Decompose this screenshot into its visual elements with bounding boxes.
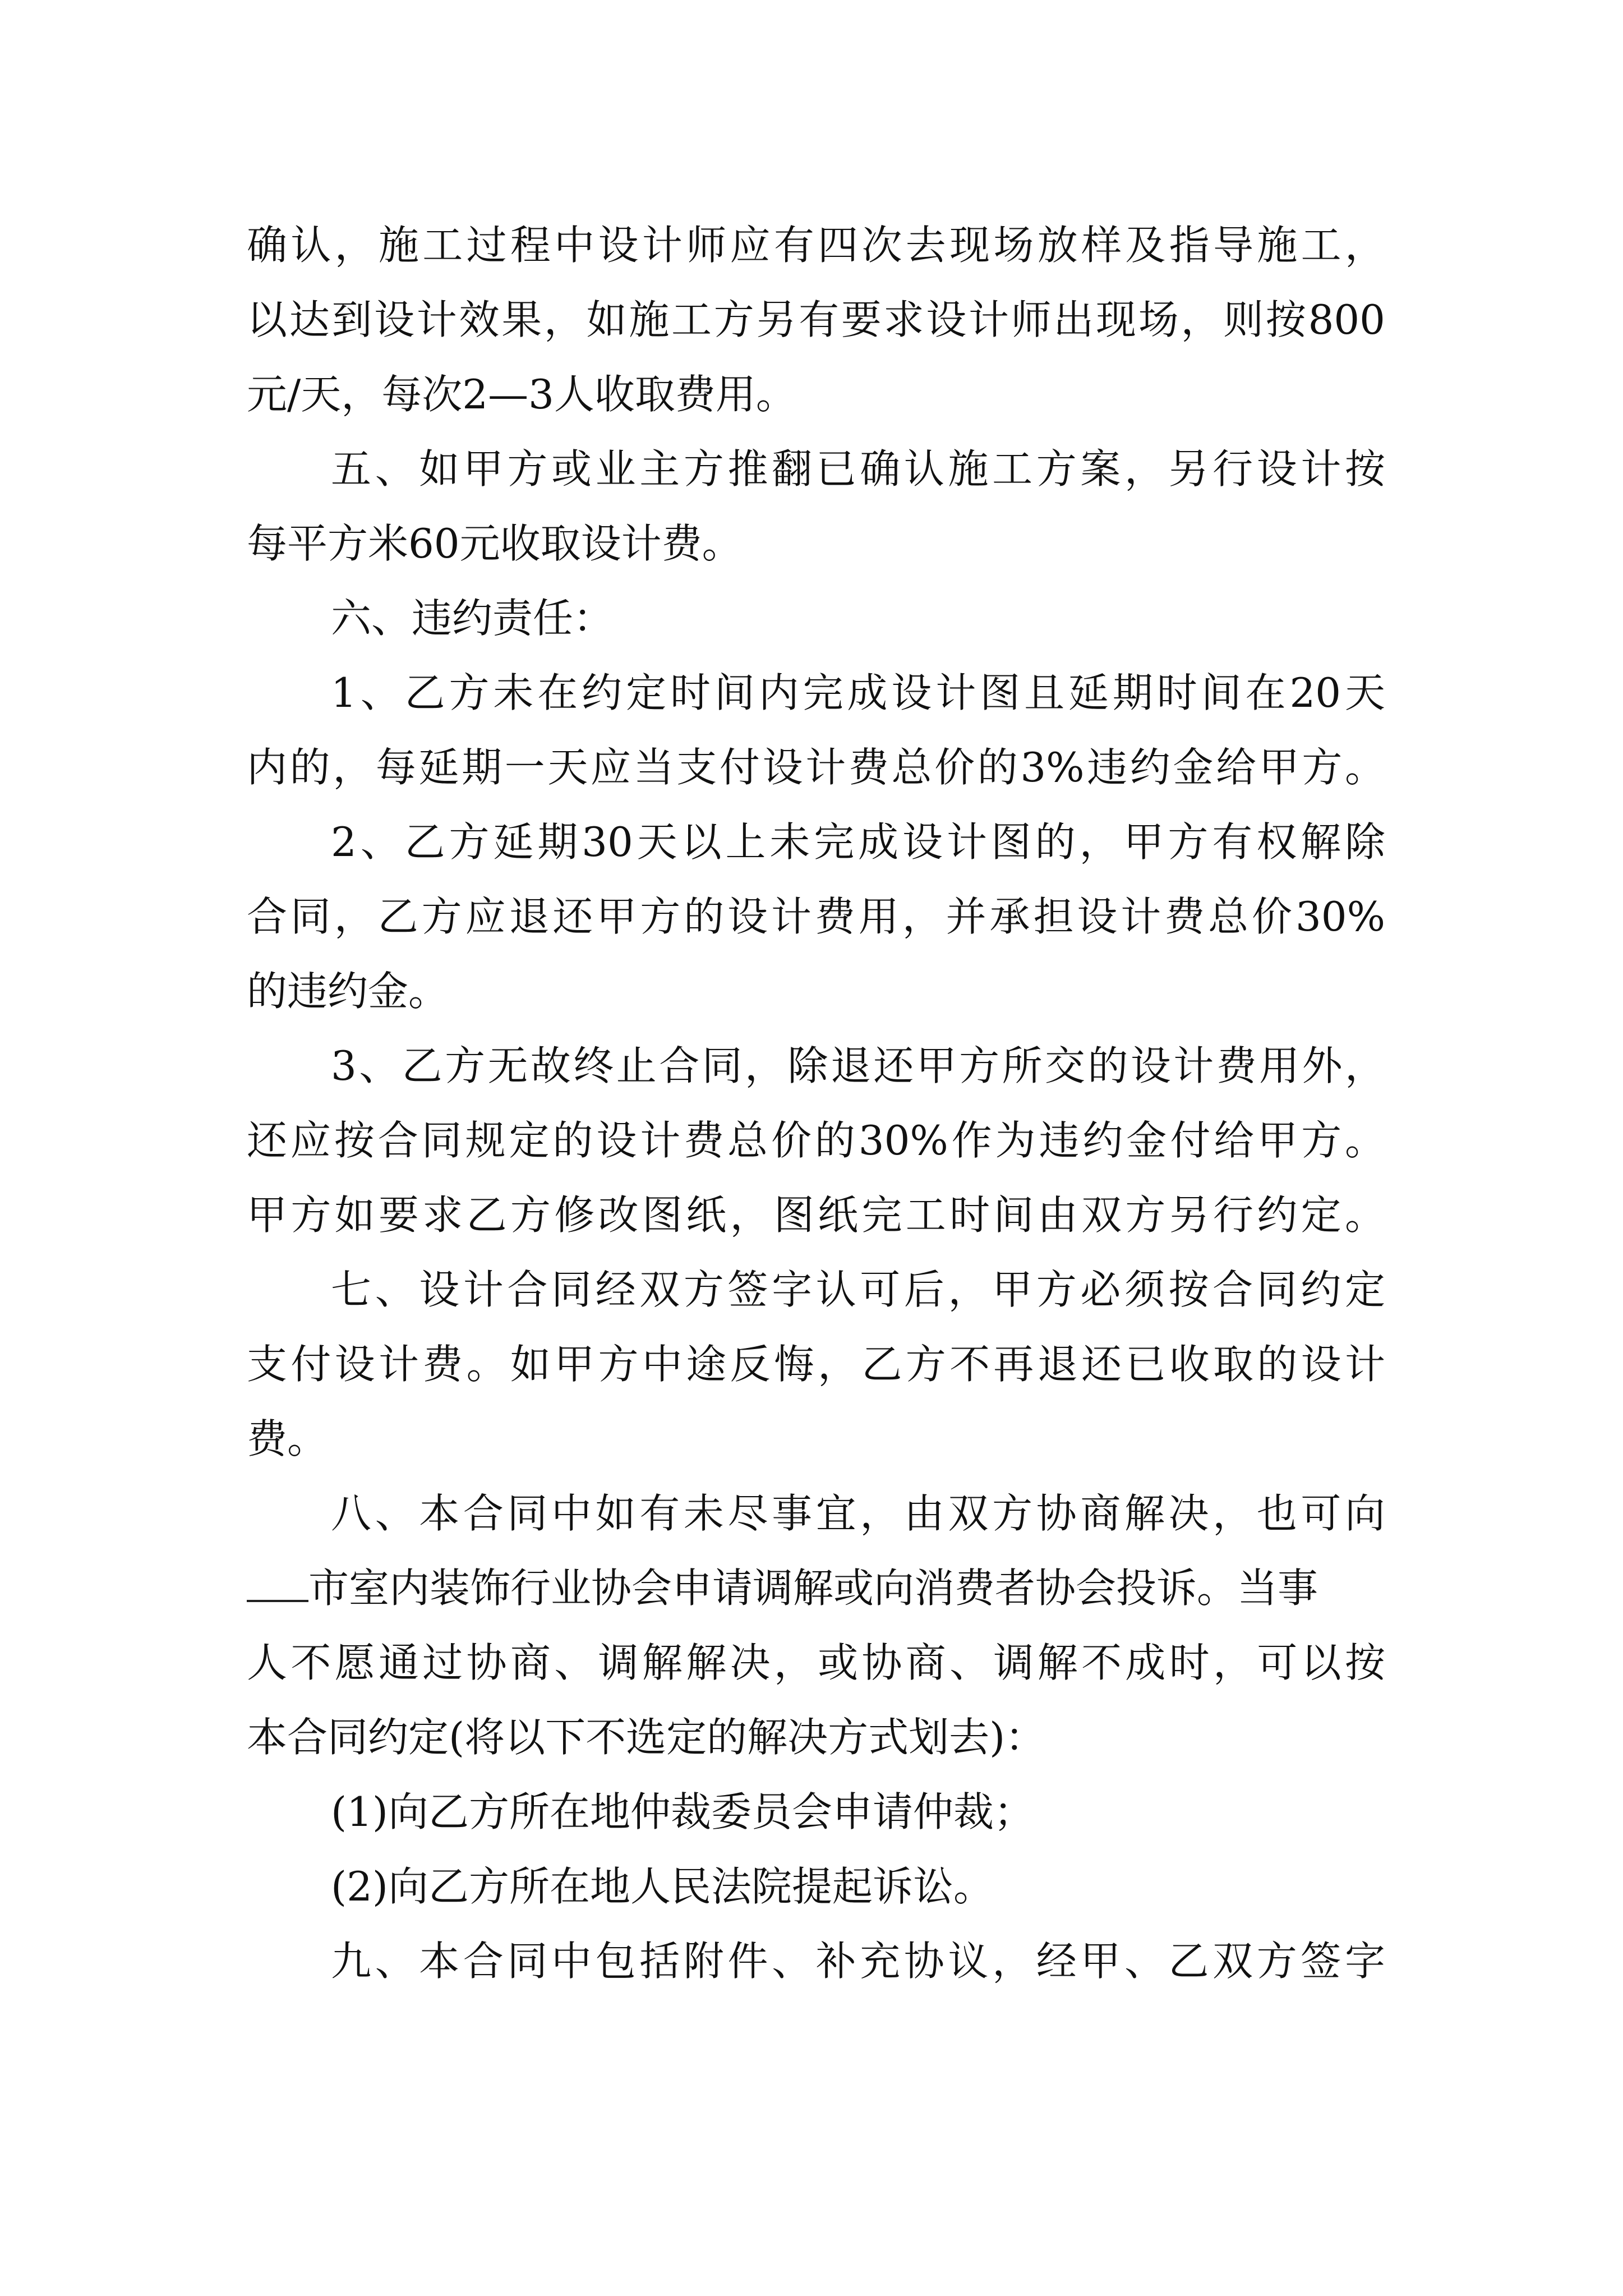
text-line: 的违约金。 bbox=[247, 968, 449, 1015]
text-line: 费。 bbox=[247, 1415, 328, 1462]
text-line: 以达到设计效果，如施工方另有要求设计师出现场，则按800 bbox=[247, 296, 1385, 343]
text-line: 确认，施工过程中设计师应有四次去现场放样及指导施工， bbox=[247, 222, 1385, 269]
text-line-with-blank bbox=[247, 1560, 1385, 1616]
text-line: 支付设计费。如甲方中途反悔，乙方不再退还已收取的设计 bbox=[247, 1341, 1385, 1388]
text-line: 本合同约定(将以下不选定的解决方式划去)： bbox=[247, 1714, 1046, 1761]
fill-in-blank bbox=[247, 1566, 308, 1602]
text-line: 人不愿通过协商、调解解决，或协商、调解不成时，可以按 bbox=[247, 1639, 1385, 1686]
text-line: 还应按合同规定的设计费总价的30%作为违约金付给甲方。 bbox=[247, 1117, 1385, 1164]
text-line: 2、乙方延期30天以上未完成设计图的，甲方有权解除 bbox=[331, 818, 1385, 866]
text-line: 元/天，每次2—3人收取费用。 bbox=[247, 371, 796, 418]
text-line: 内的，每延期一天应当支付设计费总价的3%违约金给甲方。 bbox=[247, 744, 1385, 791]
text-line: 每平方米60元收取设计费。 bbox=[247, 520, 743, 567]
text-line: 九、本合同中包括附件、补充协议，经甲、乙双方签字 bbox=[331, 1938, 1385, 1985]
list-item: (1)向乙方所在地仲裁委员会申请仲裁； bbox=[331, 1788, 1034, 1835]
section-heading: 六、违约责任： bbox=[331, 595, 614, 642]
text-line: 甲方如要求乙方修改图纸，图纸完工时间由双方另行约定。 bbox=[247, 1191, 1385, 1239]
text-line: 五、如甲方或业主方推翻已确认施工方案，另行设计按 bbox=[331, 445, 1385, 493]
text-line: 3、乙方无故终止合同，除退还甲方所交的设计费用外， bbox=[331, 1042, 1385, 1089]
text-line: 合同，乙方应退还甲方的设计费用，并承担设计费总价30% bbox=[247, 893, 1385, 940]
text-line: 七、设计合同经双方签字认可后，甲方必须按合同约定 bbox=[331, 1266, 1385, 1313]
text-line-content: 市室内装饰行业协会申请调解或向消费者协会投诉。当事 bbox=[308, 1565, 1318, 1612]
text-line: 八、本合同中如有未尽事宜，由双方协商解决，也可向 bbox=[331, 1490, 1385, 1537]
text-line: 1、乙方未在约定时间内完成设计图且延期时间在20天 bbox=[331, 669, 1385, 716]
list-item: (2)向乙方所在地人民法院提起诉讼。 bbox=[331, 1863, 994, 1910]
